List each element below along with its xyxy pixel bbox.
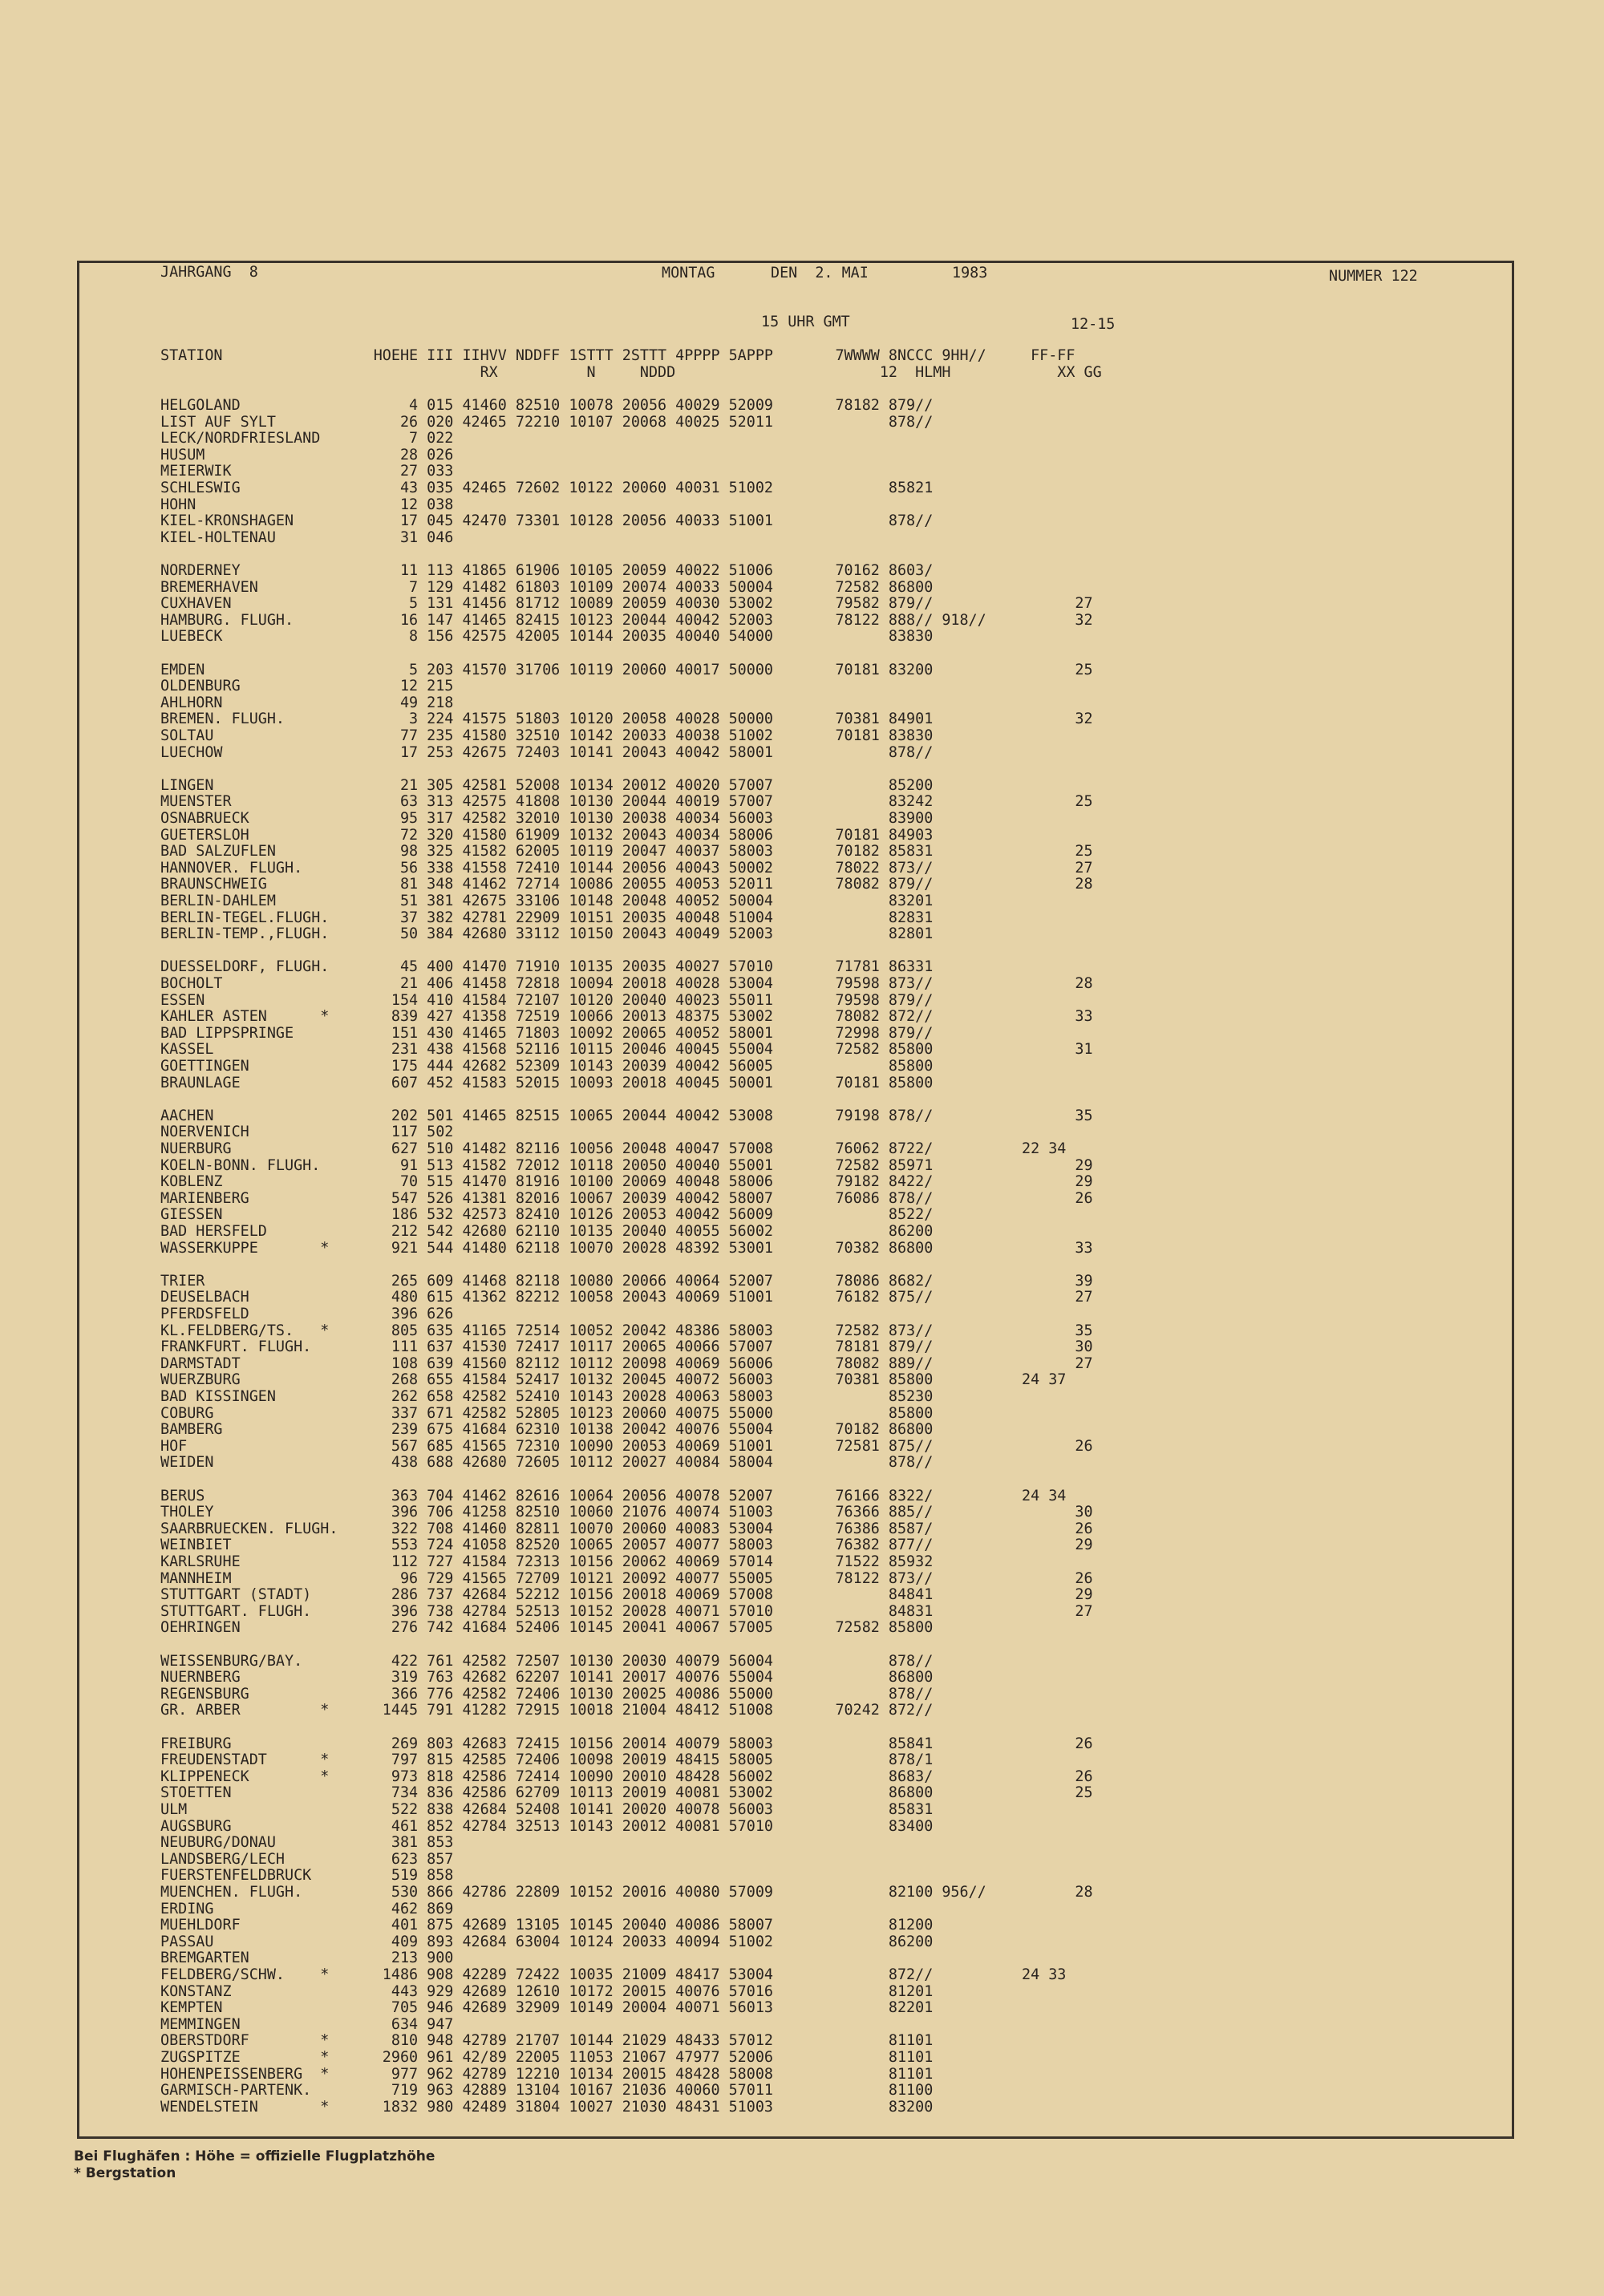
table-row: DARMSTADT 108 639 41560 82112 10112 20098 40069 56006 78082 889// 27: [160, 1355, 1093, 1372]
table-row: LUECHOW 17 253 42675 72403 10141 20043 40042 58001 878//: [160, 744, 934, 761]
table-row: DEUSELBACH 480 615 41362 82212 10058 20043 40069 51001 76182 875// 27: [160, 1289, 1093, 1306]
table-row: KL.FELDBERG/TS. * 805 635 41165 72514 10052 20042 48386 58003 72582 873// 35: [160, 1322, 1093, 1339]
table-row: OEHRINGEN 276 742 41684 52406 10145 20041 40067 57005 72582 85800: [160, 1619, 934, 1636]
table-row: LINGEN 21 305 42581 52008 10134 20012 40020 57007 85200: [160, 777, 934, 794]
table-row: BOCHOLT 21 406 41458 72818 10094 20018 40028 53004 79598 873// 28: [160, 975, 1093, 992]
table-row: KOELN-BONN. FLUGH. 91 513 41582 72012 10118 20050 40040 55001 72582 85971 29: [160, 1157, 1093, 1174]
table-row: BAD LIPPSPRINGE 151 430 41465 71803 10092 20065 40052 58001 72998 879//: [160, 1025, 934, 1042]
table-row: BREMGARTEN 213 900: [160, 1950, 454, 1966]
table-row: KONSTANZ 443 929 42689 12610 10172 20015 40076 57016 81201: [160, 1983, 934, 2000]
table-row: GOETTINGEN 175 444 42682 52309 10143 20039 40042 56005 85800: [160, 1058, 934, 1075]
date: DEN 2. MAI: [771, 265, 869, 281]
table-row: KLIPPENECK * 973 818 42586 72414 10090 20010 48428 56002 8683/ 26: [160, 1768, 1093, 1785]
table-row: SAARBRUECKEN. FLUGH. 322 708 41460 82811 10070 20060 40083 53004 76386 8587/ 26: [160, 1521, 1093, 1537]
issue-number: NUMMER 122: [1329, 268, 1418, 285]
table-row: BREMEN. FLUGH. 3 224 41575 51803 10120 20058 40028 50000 70381 84901 32: [160, 711, 1093, 727]
table-row: STOETTEN 734 836 42586 62709 10113 20019 40081 53002 86800 25: [160, 1784, 1093, 1801]
footnote-mountain-station: * Bergstation: [74, 2165, 176, 2181]
period-hours: 12-15: [1071, 316, 1116, 333]
table-row: PFERDSFELD 396 626: [160, 1306, 454, 1322]
table-row: GIESSEN 186 532 42573 82410 10126 20053 40042 56009 8522/: [160, 1206, 934, 1223]
table-row: ERDING 462 869: [160, 1901, 454, 1917]
table-row: BERLIN-TEGEL.FLUGH. 37 382 42781 22909 10151 20035 40048 51004 82831: [160, 909, 934, 926]
table-row: GR. ARBER * 1445 791 41282 72915 10018 21004 48412 51008 70242 872//: [160, 1702, 934, 1719]
table-row: NORDERNEY 11 113 41865 61906 10105 20059 40022 51006 70162 8603/: [160, 562, 934, 579]
table-row: PASSAU 409 893 42684 63004 10124 20033 40094 51002 86200: [160, 1934, 934, 1950]
table-row: LECK/NORDFRIESLAND 7 022: [160, 430, 454, 447]
table-row: ESSEN 154 410 41584 72107 10120 20040 40023 55011 79598 879//: [160, 992, 934, 1009]
table-row: WEIDEN 438 688 42680 72605 10112 20027 40084 58004 878//: [160, 1454, 934, 1471]
data-table-frame: [77, 261, 1514, 2139]
table-row: MUEHLDORF 401 875 42689 13105 10145 20040 40086 58007 81200: [160, 1917, 934, 1934]
table-row: BRAUNSCHWEIG 81 348 41462 72714 10086 20055 40053 52011 78082 879// 28: [160, 876, 1093, 893]
table-row: STUTTGART (STADT) 286 737 42684 52212 10156 20018 40069 57008 84841 29: [160, 1586, 1093, 1603]
table-row: BAD KISSINGEN 262 658 42582 52410 10143 20028 40063 58003 85230: [160, 1388, 934, 1405]
jahrgang: JAHRGANG 8: [160, 264, 258, 281]
table-row: NEUBURG/DONAU 381 853: [160, 1834, 454, 1851]
footnote-airports: Bei Flughäfen : Höhe = offizielle Flugplatzhöhe: [74, 2148, 435, 2164]
table-row: MUENSTER 63 313 42575 41808 10130 20044 40019 57007 83242 25: [160, 793, 1093, 810]
table-row: WENDELSTEIN * 1832 980 42489 31804 10027 21030 48431 51003 83200: [160, 2099, 934, 2116]
table-row: BERLIN-TEMP.,FLUGH. 50 384 42680 33112 10150 20043 40049 52003 82801: [160, 925, 934, 942]
table-row: AACHEN 202 501 41465 82515 10065 20044 40042 53008 79198 878// 35: [160, 1108, 1093, 1124]
year: 1983: [952, 265, 988, 281]
table-row: GARMISCH-PARTENK. 719 963 42889 13104 10167 21036 40060 57011 81100: [160, 2082, 934, 2099]
table-row: KOBLENZ 70 515 41470 81916 10100 20069 40048 58006 79182 8422/ 29: [160, 1173, 1093, 1190]
table-row: KASSEL 231 438 41568 52116 10115 20046 40045 55004 72582 85800 31: [160, 1041, 1093, 1058]
table-row: BAD SALZUFLEN 98 325 41582 62005 10119 20047 40037 58003 70182 85831 25: [160, 843, 1093, 860]
table-row: EMDEN 5 203 41570 31706 10119 20060 40017 50000 70181 83200 25: [160, 662, 1093, 678]
column-header-1: STATION HOEHE III IIHVV NDDFF 1STTT 2STTT 4PPPP 5APPP 7WWWW 8NCCC 9HH// FF-FF: [160, 347, 1075, 364]
table-row: FELDBERG/SCHW. * 1486 908 42289 72422 10035 21009 48417 53004 872// 24 33: [160, 1966, 1067, 1983]
table-row: DUESSELDORF, FLUGH. 45 400 41470 71910 10135 20035 40027 57010 71781 86331: [160, 958, 934, 975]
table-row: FREIBURG 269 803 42683 72415 10156 20014 40079 58003 85841 26: [160, 1735, 1093, 1752]
table-row: HANNOVER. FLUGH. 56 338 41558 72410 10144 20056 40043 50002 78022 873// 27: [160, 860, 1093, 877]
table-row: TRIER 265 609 41468 82118 10080 20066 40064 52007 78086 8682/ 39: [160, 1273, 1093, 1290]
table-row: MEIERWIK 27 033: [160, 463, 454, 480]
table-row: AHLHORN 49 218: [160, 694, 454, 711]
table-row: OLDENBURG 12 215: [160, 678, 454, 694]
table-row: WUERZBURG 268 655 41584 52417 10132 20045 40072 56003 70381 85800 24 37: [160, 1371, 1067, 1388]
observation-time: 15 UHR GMT: [761, 314, 850, 330]
table-row: ULM 522 838 42684 52408 10141 20020 40078 56003 85831: [160, 1801, 934, 1818]
table-row: KARLSRUHE 112 727 41584 72313 10156 20062 40069 57014 71522 85932: [160, 1553, 934, 1570]
table-row: BREMERHAVEN 7 129 41482 61803 10109 20074 40033 50004 72582 86800: [160, 579, 934, 596]
table-row: LANDSBERG/LECH 623 857: [160, 1851, 454, 1868]
table-row: STUTTGART. FLUGH. 396 738 42784 52513 10152 20028 40071 57010 84831 27: [160, 1603, 1093, 1620]
table-row: MANNHEIM 96 729 41565 72709 10121 20092 40077 55005 78122 873// 26: [160, 1570, 1093, 1587]
table-row: GUETERSLOH 72 320 41580 61909 10132 20043 40034 58006 70181 84903: [160, 827, 934, 844]
table-row: REGENSBURG 366 776 42582 72406 10130 20025 40086 55000 878//: [160, 1686, 934, 1703]
table-row: MUENCHEN. FLUGH. 530 866 42786 22809 10152 20016 40080 57009 82100 956// 28: [160, 1884, 1093, 1901]
table-row: HAMBURG. FLUGH. 16 147 41465 82415 10123 20044 40042 52003 78122 888// 918// 32: [160, 612, 1093, 629]
table-row: SCHLESWIG 43 035 42465 72602 10122 20060 40031 51002 85821: [160, 480, 934, 496]
table-row: LIST AUF SYLT 26 020 42465 72210 10107 20068 40025 52011 878//: [160, 414, 934, 431]
table-row: NOERVENICH 117 502: [160, 1124, 454, 1140]
table-row: MEMMINGEN 634 947: [160, 2016, 454, 2033]
weekday: MONTAG: [662, 265, 715, 281]
table-row: BERLIN-DAHLEM 51 381 42675 33106 10148 20048 40052 50004 83201: [160, 893, 934, 909]
table-row: FUERSTENFELDBRUCK 519 858: [160, 1867, 454, 1884]
table-row: OBERSTDORF * 810 948 42789 21707 10144 21029 48433 57012 81101: [160, 2032, 934, 2049]
table-row: WASSERKUPPE * 921 544 41480 62118 10070 20028 48392 53001 70382 86800 33: [160, 1240, 1093, 1257]
table-row: WEINBIET 553 724 41058 82520 10065 20057 40077 58003 76382 877// 29: [160, 1537, 1093, 1553]
table-row: HOF 567 685 41565 72310 10090 20053 40069 51001 72581 875// 26: [160, 1438, 1093, 1455]
table-row: ZUGSPITZE * 2960 961 42/89 22005 11053 21067 47977 52006 81101: [160, 2049, 934, 2066]
table-row: THOLEY 396 706 41258 82510 10060 21076 40074 51003 76366 885// 30: [160, 1504, 1093, 1521]
table-row: HOHN 12 038: [160, 496, 454, 513]
column-header-2: RX N NDDD 12 HLMH XX GG: [160, 364, 1102, 381]
table-row: KEMPTEN 705 946 42689 32909 10149 20004 40071 56013 82201: [160, 1999, 934, 2016]
table-row: AUGSBURG 461 852 42784 32513 10143 20012 40081 57010 83400: [160, 1818, 934, 1835]
table-row: MARIENBERG 547 526 41381 82016 10067 20039 40042 58007 76086 878// 26: [160, 1190, 1093, 1207]
table-row: HOHENPEISSENBERG * 977 962 42789 12210 10134 20015 48428 58008 81101: [160, 2066, 934, 2083]
table-row: FREUDENSTADT * 797 815 42585 72406 10098 20019 48415 58005 878/1: [160, 1751, 934, 1768]
table-row: CUXHAVEN 5 131 41456 81712 10089 20059 40030 53002 79582 879// 27: [160, 595, 1093, 612]
table-row: HUSUM 28 026: [160, 447, 454, 464]
table-row: BAD HERSFELD 212 542 42680 62110 10135 20040 40055 56002 86200: [160, 1223, 934, 1240]
table-row: WEISSENBURG/BAY. 422 761 42582 72507 10130 20030 40079 56004 878//: [160, 1653, 934, 1670]
table-row: NUERNBERG 319 763 42682 62207 10141 20017 40076 55004 86800: [160, 1669, 934, 1686]
table-row: LUEBECK 8 156 42575 42005 10144 20035 40040 54000 83830: [160, 628, 934, 645]
table-row: SOLTAU 77 235 41580 32510 10142 20033 40038 51002 70181 83830: [160, 727, 934, 744]
table-row: KAHLER ASTEN * 839 427 41358 72519 10066 20013 48375 53002 78082 872// 33: [160, 1008, 1093, 1025]
table-row: BERUS 363 704 41462 82616 10064 20056 40078 52007 76166 8322/ 24 34: [160, 1488, 1067, 1504]
table-row: BRAUNLAGE 607 452 41583 52015 10093 20018 40045 50001 70181 85800: [160, 1075, 934, 1091]
table-row: COBURG 337 671 42582 52805 10123 20060 40075 55000 85800: [160, 1405, 934, 1422]
table-row: OSNABRUECK 95 317 42582 32010 10130 20038 40034 56003 83900: [160, 810, 934, 827]
table-row: FRANKFURT. FLUGH. 111 637 41530 72417 10117 20065 40066 57007 78181 879// 30: [160, 1338, 1093, 1355]
table-row: KIEL-KRONSHAGEN 17 045 42470 73301 10128 20056 40033 51001 878//: [160, 512, 934, 529]
table-row: BAMBERG 239 675 41684 62310 10138 20042 40076 55004 70182 86800: [160, 1421, 934, 1438]
table-row: HELGOLAND 4 015 41460 82510 10078 20056 40029 52009 78182 879//: [160, 397, 934, 414]
table-row: NUERBURG 627 510 41482 82116 10056 20048 40047 57008 76062 8722/ 22 34: [160, 1140, 1067, 1157]
table-row: KIEL-HOLTENAU 31 046: [160, 529, 454, 546]
